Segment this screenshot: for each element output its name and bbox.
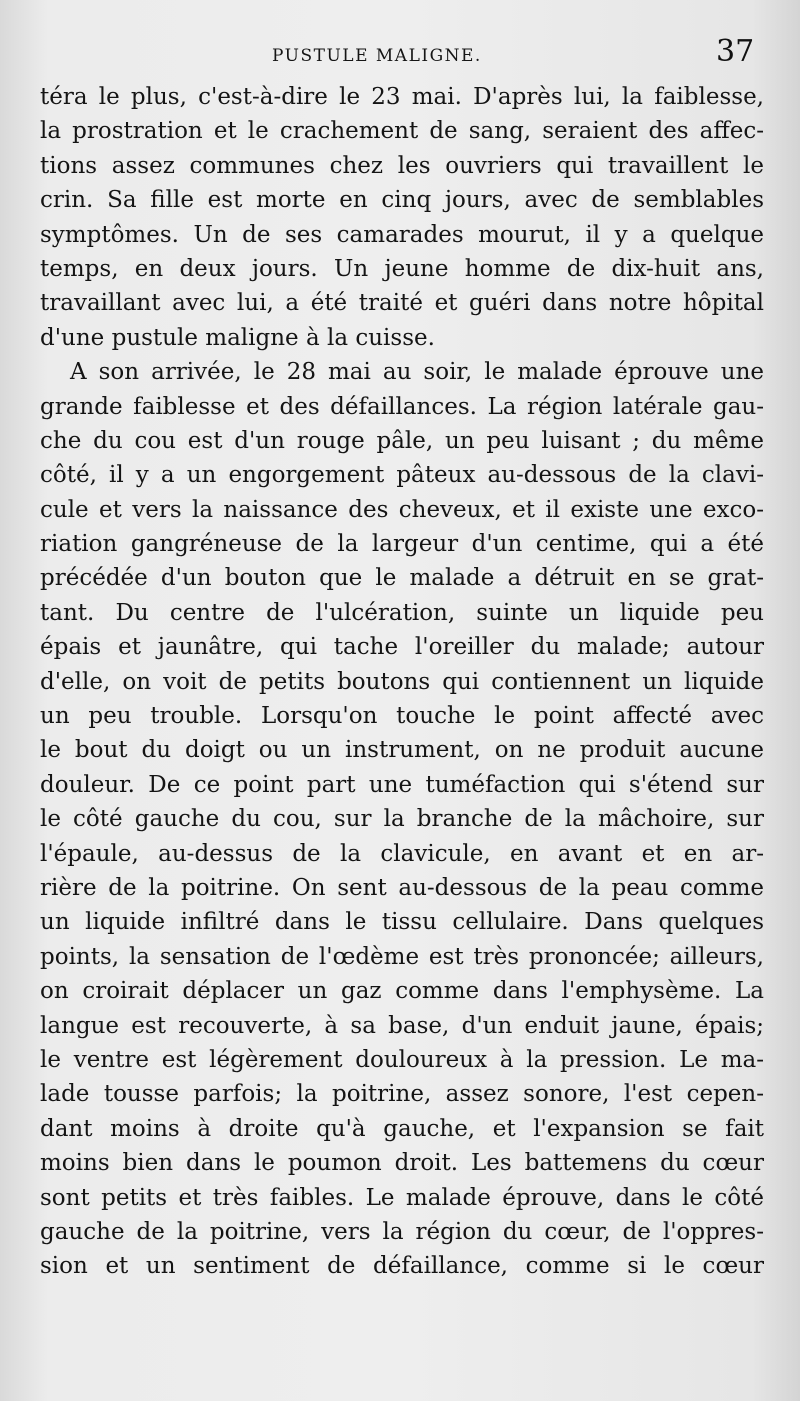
page-header <box>0 34 800 82</box>
text-line: tant. Du centre de l'ulcération, suinte un liquide peu <box>40 599 764 626</box>
text-line: temps, en deux jours. Un jeune homme de dix-huit ans, <box>40 255 764 282</box>
text-line: le bout du doigt ou un instrument, on ne produit aucune <box>40 737 764 764</box>
text-line: sion et un sentiment de défaillance, comme si le cœur <box>40 1253 764 1280</box>
text-line: épais et jaunâtre, qui tache l'oreiller du malade; autour <box>40 634 764 661</box>
text-line: travaillant avec lui, a été traité et guéri dans notre hôpital <box>40 290 764 317</box>
text-line: côté, il y a un engorgement pâteux au-dessous de la clavi- <box>40 462 764 489</box>
text-line: crin. Sa fille est morte en cinq jours, avec de semblables <box>40 187 764 214</box>
text-line: on croirait déplacer un gaz comme dans l'emphysème. La <box>40 978 764 1005</box>
text-line: moins bien dans le poumon droit. Les battemens du cœur <box>40 1150 764 1177</box>
text-line: d'une pustule maligne à la cuisse. <box>40 324 435 351</box>
paragraph-start-line: A son arrivée, le 28 mai au soir, le malade éprouve une <box>70 359 764 386</box>
text-line: téra le plus, c'est-à-dire le 23 mai. D'après lui, la faiblesse, <box>40 84 764 110</box>
text-line: riation gangréneuse de la largeur d'un centime, qui a été <box>40 531 764 558</box>
text-line: cule et vers la naissance des cheveux, et il existe une exco- <box>40 496 764 523</box>
page-number: 37 <box>716 34 755 69</box>
body-text <box>40 80 764 1284</box>
text-line: la prostration et le crachement de sang, seraient des affec- <box>40 118 764 145</box>
text-line: dant moins à droite qu'à gauche, et l'expansion se fait <box>40 1115 764 1142</box>
text-line: gauche de la poitrine, vers la région du cœur, de l'oppres- <box>40 1218 764 1245</box>
text-line: douleur. De ce point part une tuméfaction qui s'étend sur <box>40 771 764 798</box>
text-line: che du cou est d'un rouge pâle, un peu luisant ; du même <box>40 427 764 454</box>
text-line: langue est recouverte, à sa base, d'un enduit jaune, épais; <box>40 1012 764 1039</box>
text-line: sont petits et très faibles. Le malade éprouve, dans le côté <box>40 1184 764 1211</box>
text-line: lade tousse parfois; la poitrine, assez sonore, l'est cepen- <box>40 1081 764 1108</box>
text-line: le ventre est légèrement douloureux à la pression. Le ma- <box>40 1046 764 1073</box>
text-line: un liquide infiltré dans le tissu cellulaire. Dans quelques <box>40 909 764 936</box>
text-line: précédée d'un bouton que le malade a détruit en se grat- <box>40 565 764 592</box>
text-line: un peu trouble. Lorsqu'on touche le point affecté avec <box>40 703 764 730</box>
text-line: l'épaule, au-dessus de la clavicule, en avant et en ar- <box>40 840 764 867</box>
text-line: le côté gauche du cou, sur la branche de la mâchoire, sur <box>40 806 764 833</box>
text-line: d'elle, on voit de petits boutons qui contiennent un liquide <box>40 668 764 695</box>
running-head: PUSTULE MALIGNE. <box>272 46 482 66</box>
text-line: tions assez communes chez les ouvriers qui travaillent le <box>40 152 764 179</box>
text-line: points, la sensation de l'œdème est très prononcée; ailleurs, <box>40 943 764 970</box>
text-line: grande faiblesse et des défaillances. La région latérale gau- <box>40 393 764 420</box>
text-line: symptômes. Un de ses camarades mourut, il y a quelque <box>40 221 764 248</box>
text-line: rière de la poitrine. On sent au-dessous de la peau comme <box>40 874 764 901</box>
